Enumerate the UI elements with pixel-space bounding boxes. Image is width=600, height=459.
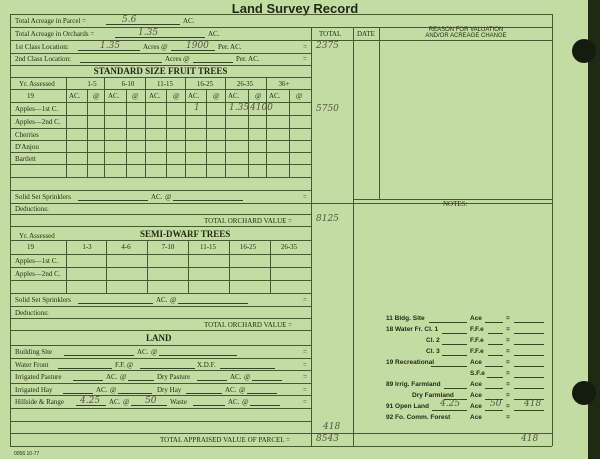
semi-row-apples-2: Apples—2nd C. bbox=[15, 270, 61, 278]
standard-col-6 bbox=[166, 89, 167, 177]
standard-deductions-label: Deductions: bbox=[15, 205, 49, 213]
water-front-xdf: X.D.F. bbox=[197, 361, 216, 369]
semi-col-1 bbox=[66, 240, 67, 293]
semi-sprinklers-eq: = bbox=[303, 296, 307, 304]
standard-col-5 bbox=[145, 77, 146, 177]
hillside-range-at: @ bbox=[123, 398, 130, 406]
semi-year-prefix: 19 bbox=[27, 243, 34, 251]
standard-line-11 bbox=[10, 203, 552, 204]
irrigated-hay-line bbox=[63, 393, 93, 394]
stamp-eq-7: = bbox=[506, 381, 510, 388]
form-code: 0056 10-77 bbox=[14, 451, 40, 457]
standard-ac-1: AC. bbox=[69, 92, 81, 100]
stamp-eq-9: = bbox=[506, 403, 510, 410]
stamp-unit-10: Ace bbox=[470, 414, 482, 421]
hw-first-class-acres: 1.35 bbox=[100, 41, 121, 51]
header-line-3 bbox=[10, 53, 311, 54]
standard-range-2: 6-10 bbox=[121, 80, 135, 88]
semi-sprinklers-label: Solid Set Sprinklers bbox=[15, 296, 72, 304]
first-class-eq: = bbox=[303, 43, 307, 51]
irrigated-pasture-line bbox=[73, 380, 103, 381]
water-front-ff: F.F. @ bbox=[115, 361, 134, 369]
semi-sprinklers-ac: AC. bbox=[156, 296, 168, 304]
semi-sprinklers-line bbox=[78, 303, 153, 304]
header-line-2 bbox=[10, 40, 552, 41]
frame-left-line bbox=[10, 14, 11, 446]
date-column-divider bbox=[353, 27, 354, 446]
total-appraised-value: TOTAL APPRAISED VALUE OF PARCEL = bbox=[160, 436, 290, 444]
standard-range-4: 16-25 bbox=[196, 80, 214, 88]
stamp-eq-8: = bbox=[506, 392, 510, 399]
dry-hay-at: @ bbox=[239, 386, 246, 394]
standard-sprinklers-rate-line bbox=[173, 200, 243, 201]
stamp-line-4b bbox=[488, 355, 503, 356]
dry-hay-ac: AC. bbox=[225, 386, 237, 394]
standard-range-3: 11-15 bbox=[156, 80, 174, 88]
stamp-line-1b bbox=[485, 322, 503, 323]
stamp-label-irrig-farmland: 89 Irrig. Farmland bbox=[386, 381, 441, 388]
standard-row-bartlett: Bartlett bbox=[15, 155, 36, 163]
semi-line-8 bbox=[10, 330, 311, 331]
stamp-unit-4: F.F.e bbox=[470, 348, 484, 355]
stamp-line-7b bbox=[485, 388, 503, 389]
dry-pasture-line bbox=[197, 380, 227, 381]
standard-at-3: @ bbox=[173, 92, 180, 100]
land-line-6 bbox=[10, 408, 311, 409]
waste-label: Waste bbox=[170, 398, 187, 406]
standard-row-danjou: D'Anjou bbox=[15, 143, 39, 151]
standard-range-1: 1-5 bbox=[87, 80, 97, 88]
standard-ac-4: AC. bbox=[188, 92, 200, 100]
frame-top-line bbox=[10, 14, 552, 15]
stamp-label-water-cl3: Cl. 3 bbox=[426, 348, 440, 355]
land-line-2 bbox=[10, 358, 311, 359]
hw-total-appraised: 8543 bbox=[316, 434, 339, 444]
hw-notes-total: 418 bbox=[521, 434, 539, 444]
irrigated-hay-at: @ bbox=[110, 386, 117, 394]
hw-hillside-ac: 4.25 bbox=[80, 396, 101, 406]
standard-row-apples-2: Apples—2nd C. bbox=[15, 118, 61, 126]
hillside-range-eq: = bbox=[303, 398, 307, 406]
hw-open-land-rate: 50 bbox=[490, 399, 502, 409]
stamp-eq-2: = bbox=[506, 326, 510, 333]
standard-sprinklers-ac: AC. bbox=[151, 193, 163, 201]
date-header: DATE bbox=[357, 30, 375, 38]
standard-yr-assessed: Yr. Assessed bbox=[19, 80, 55, 88]
reason-header-line1: REASON FOR VALUATION bbox=[428, 27, 504, 33]
water-front-eq: = bbox=[303, 361, 307, 369]
standard-line-10 bbox=[10, 190, 311, 191]
standard-range-6: 36+ bbox=[278, 80, 290, 88]
standard-at-4: @ bbox=[213, 92, 220, 100]
stamp-line-9a bbox=[432, 410, 467, 411]
semi-line-7 bbox=[10, 318, 311, 319]
irrigated-hay-eq: = bbox=[303, 386, 307, 394]
standard-at-5: @ bbox=[255, 92, 262, 100]
semi-range-3: 7-10 bbox=[161, 243, 175, 251]
hw-apples-rate: 4100 bbox=[250, 103, 273, 113]
hw-open-land-total: 418 bbox=[524, 399, 542, 409]
standard-row-apples-1: Apples—1st C. bbox=[15, 105, 59, 113]
stamp-unit-3: F.F.e bbox=[470, 337, 484, 344]
waste-at: @ bbox=[242, 398, 249, 406]
hillside-range-label: Hillside & Range bbox=[15, 398, 64, 406]
land-heading: LAND bbox=[146, 333, 172, 343]
stamp-unit-2: F.F.e bbox=[470, 326, 484, 333]
irrigated-pasture-eq: = bbox=[303, 373, 307, 381]
standard-ac-3: AC. bbox=[149, 92, 161, 100]
standard-row-cherries: Cherries bbox=[15, 131, 39, 139]
semi-total-orchard-value: TOTAL ORCHARD VALUE = bbox=[204, 321, 293, 329]
frame-right-line bbox=[552, 14, 553, 446]
irrigated-pasture-rate-line bbox=[128, 380, 154, 381]
semi-range-5: 16-25 bbox=[239, 243, 257, 251]
stamp-unit-1: Ace bbox=[470, 315, 482, 322]
irrigated-hay-ac: AC. bbox=[96, 386, 108, 394]
standard-total-orchard-value: TOTAL ORCHARD VALUE = bbox=[204, 217, 293, 225]
building-site-rate-line bbox=[159, 355, 237, 356]
irrigated-pasture-ac: AC. bbox=[106, 373, 118, 381]
land-line-1 bbox=[10, 345, 311, 346]
second-class-rate-line bbox=[193, 62, 233, 63]
irrigated-hay-label: Irrigated Hay bbox=[15, 386, 53, 394]
building-site-label: Building Site bbox=[15, 348, 53, 356]
stamp-line-6b bbox=[487, 377, 503, 378]
standard-ac-5: AC. bbox=[228, 92, 240, 100]
total-column-divider bbox=[311, 27, 312, 446]
stamp-label-water-cl1: 18 Water Fr. Cl. 1 bbox=[386, 326, 439, 333]
semi-line-3 bbox=[10, 267, 311, 268]
hw-total-orchard: 8125 bbox=[316, 214, 339, 224]
stamp-line-2b bbox=[488, 333, 503, 334]
stamp-line-5b bbox=[485, 366, 503, 367]
dry-pasture-at: @ bbox=[244, 373, 251, 381]
standard-trees-heading: STANDARD SIZE FRUIT TREES bbox=[93, 66, 228, 76]
reason-header-line2: AND/OR ACREAGE CHANGE bbox=[425, 33, 507, 39]
hw-apples-ac2: 1.35 bbox=[229, 103, 250, 113]
standard-col-3 bbox=[104, 77, 105, 177]
stamp-label-water-cl2: Cl. 2 bbox=[426, 337, 440, 344]
stamp-unit-9: Ace bbox=[470, 403, 482, 410]
standard-sprinklers-label: Solid Set Sprinklers bbox=[15, 193, 72, 201]
standard-line-13 bbox=[10, 226, 311, 227]
total-acreage-parcel-unit: AC. bbox=[183, 17, 195, 25]
land-line-3 bbox=[10, 370, 311, 371]
hw-first-class-rate: 1900 bbox=[186, 41, 209, 51]
hw-total-acreage-orchards: 1.35 bbox=[138, 28, 159, 38]
standard-at-6: @ bbox=[296, 92, 303, 100]
stamp-line-4c bbox=[514, 355, 544, 356]
stamp-line-9b bbox=[485, 410, 503, 411]
frame-bottom-line bbox=[10, 446, 552, 447]
semi-col-5 bbox=[229, 240, 230, 293]
stamp-unit-5: Ace bbox=[470, 359, 482, 366]
stamp-eq-6: = bbox=[506, 370, 510, 377]
land-line-8 bbox=[10, 433, 552, 434]
waste-line bbox=[193, 405, 225, 406]
stamp-line-4a bbox=[442, 355, 467, 356]
stamp-label-recreational: 19 Recreational bbox=[386, 359, 435, 366]
building-site-at: @ bbox=[151, 348, 158, 356]
waste-ac: AC. bbox=[228, 398, 240, 406]
semi-range-4: 11-15 bbox=[199, 243, 217, 251]
semi-yr-assessed: Yr. Assessed bbox=[19, 232, 55, 240]
hw-apples-total: 5750 bbox=[316, 104, 339, 114]
dry-pasture-ac: AC. bbox=[230, 373, 242, 381]
dry-pasture-label: Dry Pasture bbox=[157, 373, 191, 381]
semi-range-2: 4-6 bbox=[121, 243, 131, 251]
form-title: Land Survey Record bbox=[231, 1, 359, 16]
standard-col-8 bbox=[206, 89, 207, 177]
standard-col-11 bbox=[266, 77, 267, 177]
total-acreage-orchards-label: Total Acreage in Orchards = bbox=[15, 30, 95, 38]
building-site-ac: AC. bbox=[137, 348, 149, 356]
stamp-unit-8: Ace bbox=[470, 392, 482, 399]
stamp-line-6c bbox=[514, 377, 544, 378]
building-site-eq: = bbox=[303, 348, 307, 356]
stamp-label-comm-forest: 92 Fo. Comm. Forest bbox=[386, 414, 451, 421]
standard-sprinklers-eq: = bbox=[303, 193, 307, 201]
standard-col-12 bbox=[289, 89, 290, 177]
stamp-line-3b bbox=[488, 344, 503, 345]
hw-open-land-ac: 4.25 bbox=[440, 399, 461, 409]
stamp-line-1c bbox=[514, 322, 544, 323]
semi-line-6 bbox=[10, 306, 311, 307]
stamp-line-2a bbox=[442, 333, 467, 334]
standard-line-12 bbox=[10, 214, 311, 215]
semi-row-apples-1: Apples—1st C. bbox=[15, 257, 59, 265]
stamp-eq-10: = bbox=[506, 414, 510, 421]
binder-hole-bottom bbox=[572, 381, 596, 405]
stamp-unit-7: Ace bbox=[470, 381, 482, 388]
hw-total-first-class: 2375 bbox=[316, 41, 339, 51]
first-class-location-label: 1st Class Location: bbox=[15, 43, 69, 51]
standard-col-4 bbox=[126, 89, 127, 177]
stamp-label-dry-farmland: Dry Farmland bbox=[412, 392, 454, 399]
semi-col-4 bbox=[188, 240, 189, 293]
hw-hillside-rate: 50 bbox=[145, 396, 157, 406]
dry-hay-rate-line bbox=[247, 393, 277, 394]
standard-ac-6: AC. bbox=[269, 92, 281, 100]
first-class-acres-label: Acres @ bbox=[143, 43, 168, 51]
stamp-line-7a bbox=[444, 388, 467, 389]
semi-line-2 bbox=[10, 254, 311, 255]
total-acreage-orchards-line bbox=[115, 37, 205, 38]
standard-col-9 bbox=[225, 77, 226, 177]
land-line-7 bbox=[10, 421, 311, 422]
semi-col-6 bbox=[270, 240, 271, 293]
standard-line-9 bbox=[10, 177, 311, 178]
stamp-line-7c bbox=[514, 388, 544, 389]
standard-at-2: @ bbox=[132, 92, 139, 100]
stamp-label-open-land: 91 Open Land bbox=[386, 403, 429, 410]
stamp-line-3c bbox=[514, 344, 544, 345]
total-acreage-parcel-line bbox=[106, 24, 180, 25]
waste-rate-line bbox=[250, 405, 280, 406]
standard-ac-2: AC. bbox=[108, 92, 120, 100]
semi-dwarf-heading: SEMI-DWARF TREES bbox=[140, 229, 231, 239]
building-site-line bbox=[64, 355, 134, 356]
semi-sprinklers-rate-line bbox=[178, 303, 248, 304]
standard-year-prefix: 19 bbox=[27, 92, 34, 100]
standard-col-7 bbox=[185, 77, 186, 177]
semi-col-2 bbox=[106, 240, 107, 293]
water-front-rate-line bbox=[140, 368, 195, 369]
notes-label: NOTES: bbox=[443, 200, 468, 208]
land-line-4 bbox=[10, 383, 311, 384]
stamp-eq-5: = bbox=[506, 359, 510, 366]
stamp-eq-4: = bbox=[506, 348, 510, 355]
stamp-line-3a bbox=[442, 344, 467, 345]
irrigated-hay-rate-line bbox=[118, 393, 152, 394]
water-front-line bbox=[58, 368, 112, 369]
first-class-per-ac: Per. AC. bbox=[218, 43, 242, 51]
standard-at-1: @ bbox=[93, 92, 100, 100]
hw-apples-ac: 1 bbox=[194, 103, 200, 113]
standard-sprinklers-at: @ bbox=[165, 193, 172, 201]
water-front-xdf-line bbox=[220, 368, 275, 369]
hillside-range-ac: AC. bbox=[109, 398, 121, 406]
second-class-eq: = bbox=[303, 55, 307, 63]
hw-land-total: 418 bbox=[323, 422, 341, 432]
second-class-acres-label: Acres @ bbox=[165, 55, 190, 63]
binder-hole-top bbox=[572, 39, 596, 63]
water-front-label: Water Front bbox=[15, 361, 49, 369]
hw-total-acreage-parcel: 5.6 bbox=[122, 15, 137, 25]
second-class-location-line bbox=[80, 62, 162, 63]
stamp-label-sfe: S.F.e bbox=[470, 370, 485, 377]
second-class-per-ac: Per. AC. bbox=[236, 55, 260, 63]
stamp-eq-3: = bbox=[506, 337, 510, 344]
dry-hay-line bbox=[186, 393, 222, 394]
standard-range-5: 26-35 bbox=[236, 80, 254, 88]
semi-range-6: 26-35 bbox=[280, 243, 298, 251]
standard-col-2 bbox=[87, 89, 88, 177]
irrigated-pasture-label: Irrigated Pasture bbox=[15, 373, 62, 381]
land-line-5 bbox=[10, 395, 311, 396]
second-class-location-label: 2nd Class Location: bbox=[15, 55, 71, 63]
stamp-line-9c bbox=[514, 410, 544, 411]
total-acreage-orchards-unit: AC. bbox=[208, 30, 220, 38]
standard-col-1 bbox=[66, 77, 67, 177]
stamp-eq-1: = bbox=[506, 315, 510, 322]
semi-range-1: 1-3 bbox=[82, 243, 92, 251]
semi-line-4 bbox=[10, 280, 311, 281]
semi-sprinklers-at: @ bbox=[170, 296, 177, 304]
dry-hay-label: Dry Hay bbox=[157, 386, 182, 394]
stamp-label-bldg-site: 11 Bldg. Site bbox=[386, 315, 425, 322]
stamp-line-2c bbox=[514, 333, 544, 334]
reason-column-divider bbox=[379, 27, 380, 199]
dry-pasture-rate-line bbox=[252, 380, 282, 381]
total-acreage-parcel-label: Total Acreage in Parcel = bbox=[15, 17, 87, 25]
total-header: TOTAL bbox=[319, 30, 342, 38]
stamp-line-5c bbox=[514, 366, 544, 367]
stamp-line-5a bbox=[431, 366, 467, 367]
irrigated-pasture-at: @ bbox=[120, 373, 127, 381]
semi-col-3 bbox=[147, 240, 148, 293]
stamp-line-1a bbox=[429, 322, 467, 323]
standard-sprinklers-line bbox=[78, 200, 148, 201]
semi-line-1 bbox=[10, 240, 311, 241]
semi-line-5 bbox=[10, 293, 311, 294]
semi-deductions-label: Deductions: bbox=[15, 309, 49, 317]
